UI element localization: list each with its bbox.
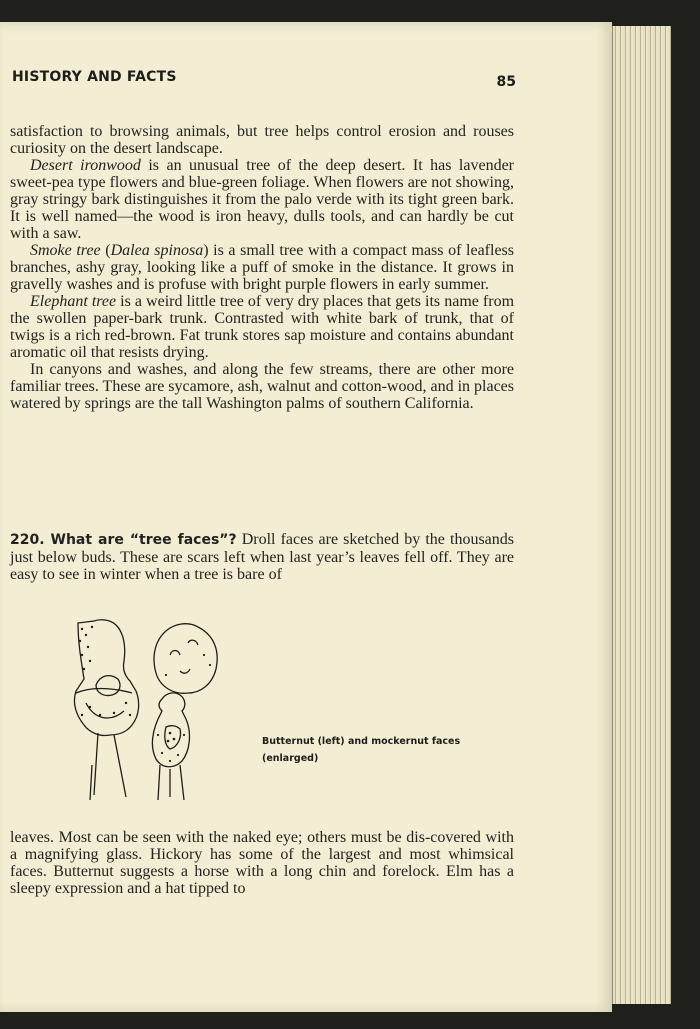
question-block [10, 531, 514, 583]
page-header [12, 66, 516, 90]
paragraph-smoke-tree: Smoke tree (Dalea spinosa) is a small tree with a compact mass of leafless branches, ashy gray, looking like a puff of smoke in the distance. It grows in gravelly washes and is profuse with bright purple flowers in early summer. [10, 242, 515, 293]
question-paragraph [10, 531, 514, 583]
scientific-name: Dalea spinosa [110, 242, 204, 259]
paragraph-desert-ironwood: Desert ironwood is an unusual tree of the deep desert. It has lavender sweet-pea type flowers and blue-green foliage. When flowers are not showing, gray stringy bark distinguishes it from the palo verde with its tight green bark. It is well named—the wood is iron heavy, dulls tools, and can hardly be cut with a saw. [10, 157, 515, 242]
paragraph-other-trees: In canyons and washes, and along the few streams, there are other more familiar trees. These are sycamore, ash, walnut and cotton-wood, and in places watered by springs are the tall Washington palms of southern California. [10, 361, 514, 412]
figure-caption: Butternut (left) and mockernut faces (enlarged) [262, 736, 461, 764]
term-elephant-tree: Elephant tree [30, 293, 117, 310]
term-smoke-tree: Smoke tree [30, 242, 101, 259]
continuation-paragraph: leaves. Most can be seen with the naked eye; others must be dis-covered with a magnifying glass. Hickory has some of the largest and most whimsical faces. Butternut suggests a horse with a long chin and forelock. Elm has a sleepy expression and a hat tipped to [10, 829, 514, 897]
paragraph-continued: satisfaction to browsing animals, but tree helps control erosion and rouses curiosity on the desert landscape. [10, 123, 514, 157]
page-edges [612, 26, 671, 1004]
term-desert-ironwood: Desert ironwood [30, 157, 141, 174]
page-number: 85 [496, 74, 516, 90]
body-text-bottom [10, 829, 514, 897]
running-head: HISTORY AND FACTS [12, 69, 177, 85]
paragraph-elephant-tree: Elephant tree is a weird little tree of very dry places that gets its name from the swollen paper-bark trunk. Contrasted with white bark of trunk, that of twigs is a rich red-brown. Fat trunk stores sap moisture and contains abundant aromatic oil that resists drying. [10, 293, 515, 361]
question-text: Droll faces are sketched by the thousands just below buds. These are scars left when last year’s leaves fell off. They are easy to see in winter when a tree is bare of [10, 531, 514, 583]
tree-faces-illustration [70, 615, 230, 805]
body-text-top [10, 123, 514, 412]
question-label: 220. What are “tree faces”? [10, 532, 237, 548]
